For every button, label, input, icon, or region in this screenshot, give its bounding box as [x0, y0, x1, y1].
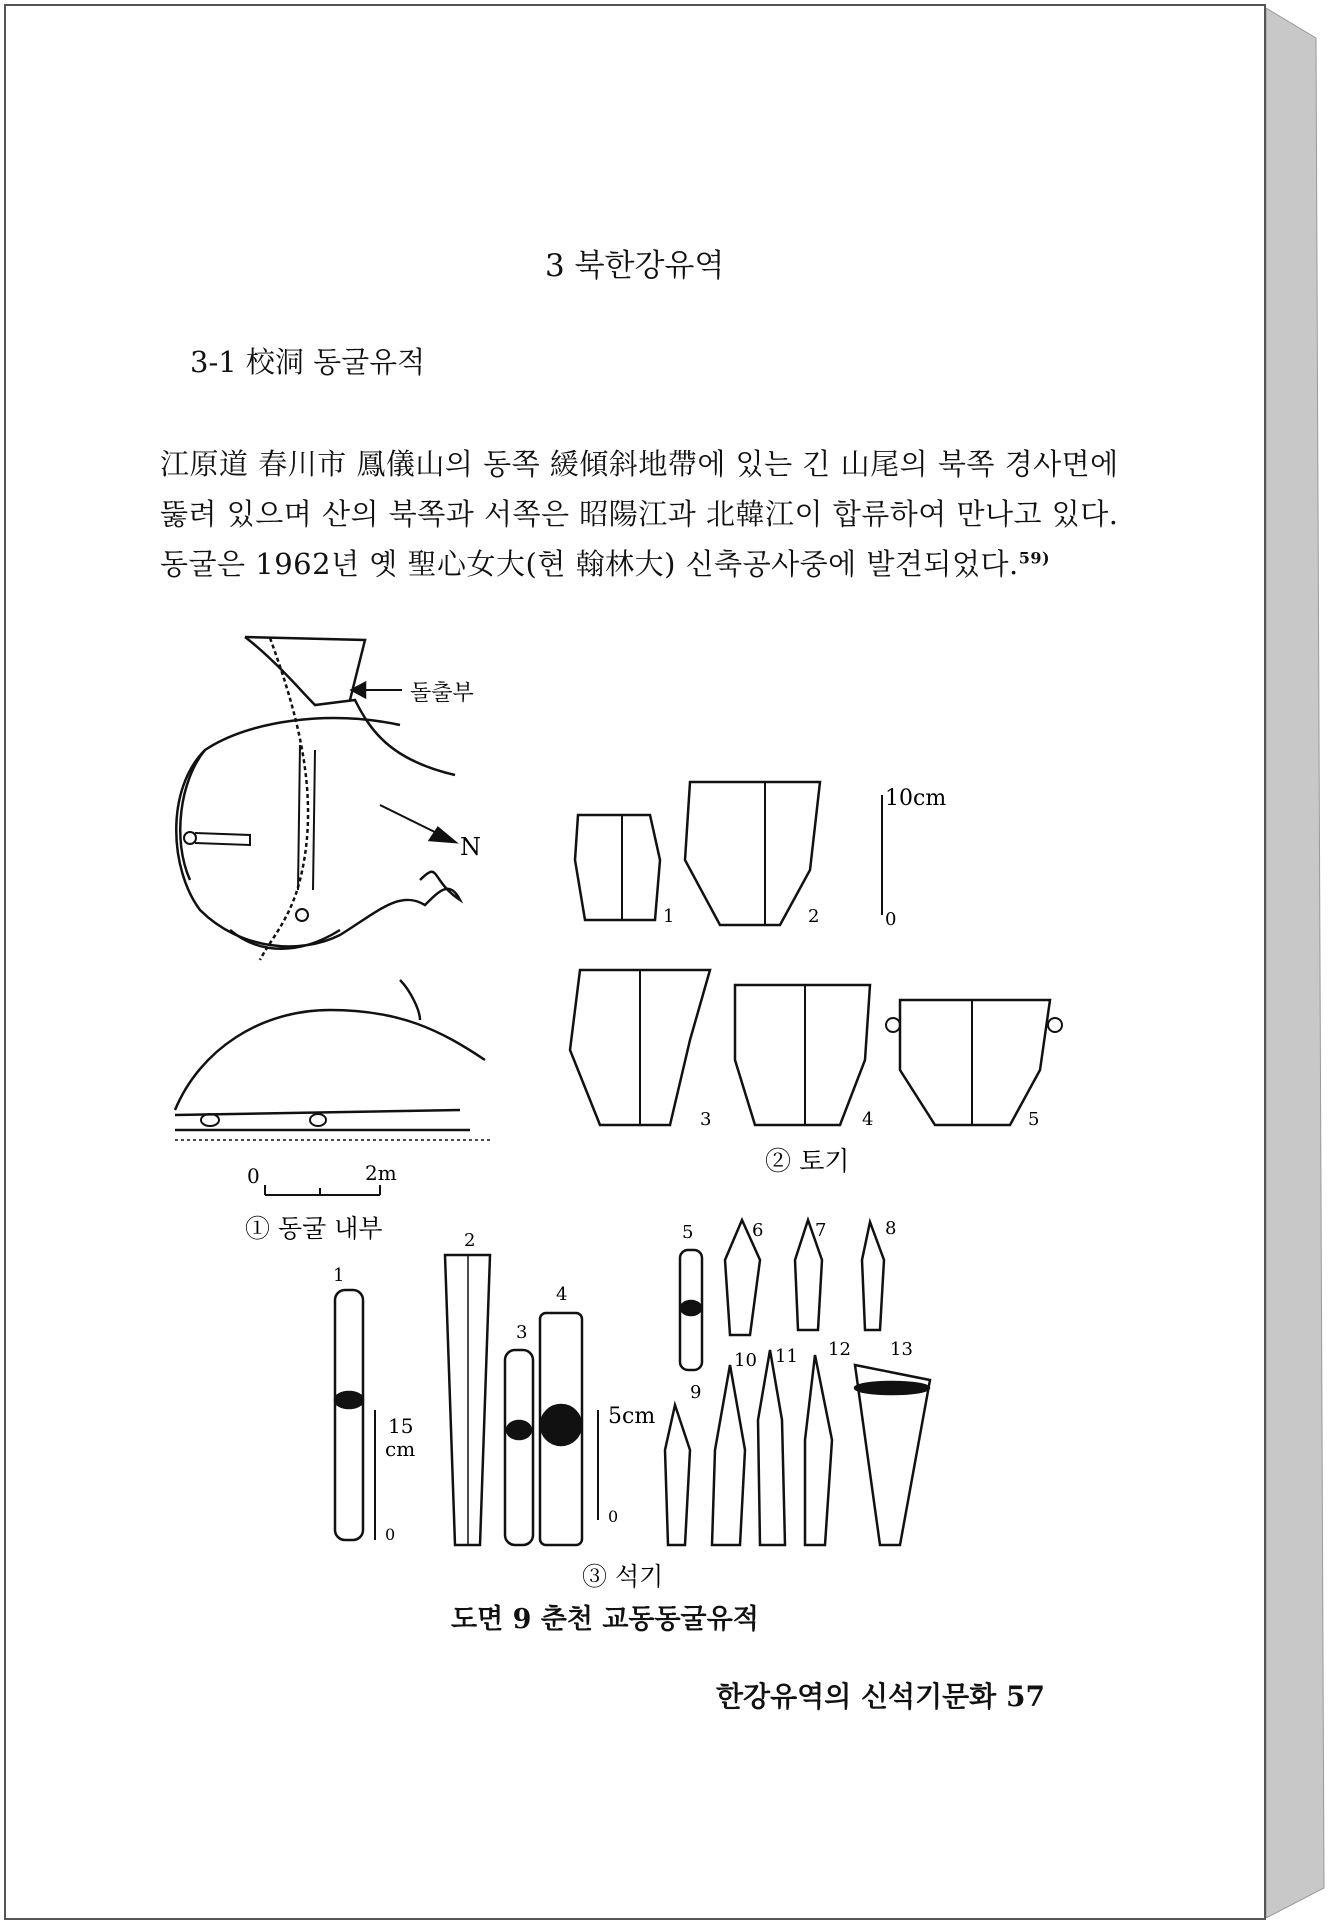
stone-number: 13	[890, 1339, 913, 1360]
stone-number: 7	[815, 1220, 827, 1241]
paragraph-line: 뚫려 있으며 산의 북쪽과 서쪽은 昭陽江과 北韓江이 합류하여 만나고 있다.	[160, 497, 1119, 531]
stone-scale-a-unit: cm	[385, 1437, 416, 1461]
stone-scale-b-bottom: 0	[608, 1507, 619, 1526]
cave-section	[175, 980, 490, 1195]
stone-number: 8	[885, 1218, 897, 1239]
stone-number: 10	[734, 1350, 757, 1371]
stone-scale-a-bottom: 0	[385, 1525, 396, 1544]
stone-tools	[335, 1220, 930, 1545]
north-label: N	[460, 833, 481, 861]
footnote-ref: 59)	[1018, 548, 1051, 568]
pottery-number: 2	[808, 906, 820, 927]
scale-start: 0	[247, 1164, 260, 1188]
figure-caption: 도면 9 춘천 교동동굴유적	[451, 1604, 759, 1635]
pottery-number: 1	[663, 906, 675, 927]
pottery-vessels	[570, 782, 1062, 1125]
stone-number: 1	[333, 1265, 345, 1286]
stone-number: 9	[690, 1382, 702, 1403]
pottery-number: 5	[1028, 1109, 1040, 1130]
section-title: 3 북한강유역	[545, 248, 725, 284]
cave-caption: ① 동굴 내부	[245, 1214, 383, 1243]
stone-number: 5	[682, 1222, 694, 1243]
stone-scale-a-top: 15	[388, 1414, 414, 1438]
callout-label: 돌출부	[410, 681, 474, 706]
stone-caption: ③ 석기	[582, 1562, 664, 1591]
pottery-number: 3	[700, 1109, 712, 1130]
scale-end: 2m	[365, 1161, 397, 1185]
stone-scale-b-top: 5cm	[608, 1404, 656, 1429]
page-footer: 한강유역의 신석기문화 57	[716, 1680, 1045, 1713]
stone-number: 6	[752, 1220, 764, 1241]
pottery-caption: ② 토기	[765, 1147, 850, 1177]
pottery-scale-top: 10cm	[885, 786, 947, 811]
paragraph-line: 江原道 春川市 鳳儀山의 동쪽 緩傾斜地帶에 있는 긴 山尾의 북쪽 경사면에	[160, 447, 1119, 481]
paragraph-text: 동굴은 1962년 옛 聖心女大(현 翰林大) 신축공사중에 발견되었다.	[160, 547, 1019, 581]
subsection-title: 3-1 校洞 동굴유적	[190, 345, 426, 379]
stone-number: 12	[828, 1339, 851, 1360]
stone-number: 4	[556, 1284, 568, 1305]
pottery-number: 4	[862, 1109, 874, 1130]
stone-number: 3	[516, 1322, 528, 1343]
stone-number: 11	[775, 1346, 798, 1367]
stone-number: 2	[464, 1230, 476, 1251]
pottery-scale-bottom: 0	[885, 909, 897, 930]
